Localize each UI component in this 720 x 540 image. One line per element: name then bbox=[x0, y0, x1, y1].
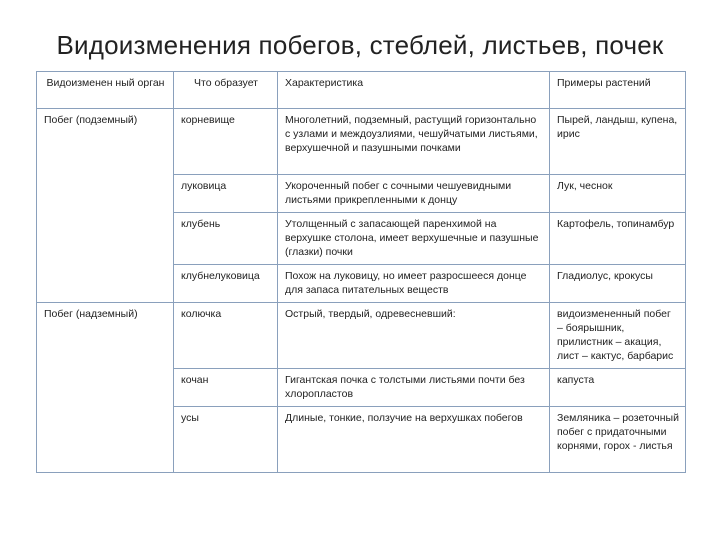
header-characteristic: Характеристика bbox=[278, 72, 550, 109]
examples-cell: Гладиолус, крокусы bbox=[550, 265, 686, 303]
description-cell: Укороченный побег с сочными чешуевидными листьями прикрепленными к донцу bbox=[278, 175, 550, 213]
table-row bbox=[37, 109, 686, 175]
examples-cell: Земляника – розеточный побег с придаточными корнями, горох - листья bbox=[550, 407, 686, 473]
table-row bbox=[37, 369, 686, 407]
table-row bbox=[37, 303, 686, 369]
organ-cell bbox=[37, 175, 174, 213]
table-header-row bbox=[37, 72, 686, 109]
description-cell: Утолщенный с запасающей паренхимой на верхушке столона, имеет верхушечные и пазушные (глазки) почки bbox=[278, 213, 550, 265]
table-row bbox=[37, 213, 686, 265]
table-row bbox=[37, 175, 686, 213]
examples-cell: видоизмененный побег – боярышник, прилистник – акация, лист – кактус, барбарис bbox=[550, 303, 686, 369]
header-modified-organ: Видоизменен ный орган bbox=[37, 72, 174, 109]
slide-title: Видоизменения побегов, стеблей, листьев, почек bbox=[56, 30, 664, 60]
examples-cell: Картофель, топинамбур bbox=[550, 213, 686, 265]
table-row bbox=[37, 407, 686, 473]
forms-cell: колючка bbox=[174, 303, 278, 369]
modifications-table bbox=[36, 71, 686, 473]
organ-cell bbox=[37, 407, 174, 473]
organ-cell bbox=[37, 369, 174, 407]
forms-cell: кочан bbox=[174, 369, 278, 407]
header-plant-examples: Примеры растений bbox=[550, 72, 686, 109]
organ-cell bbox=[37, 213, 174, 265]
description-cell: Похож на луковицу, но имеет разросшееся донце для запаса питательных веществ bbox=[278, 265, 550, 303]
examples-cell: капуста bbox=[550, 369, 686, 407]
forms-cell: луковица bbox=[174, 175, 278, 213]
description-cell: Гигантская почка с толстыми листьями почти без хлоропластов bbox=[278, 369, 550, 407]
table-row bbox=[37, 265, 686, 303]
forms-cell: клубень bbox=[174, 213, 278, 265]
forms-cell: усы bbox=[174, 407, 278, 473]
organ-cell: Побег (надземный) bbox=[37, 303, 174, 369]
description-cell: Многолетний, подземный, растущий горизонтально с узлами и междоузлиями, чешуйчатыми листьями, верхушечной и пазушными почками bbox=[278, 109, 550, 175]
description-cell: Острый, твердый, одревесневший: bbox=[278, 303, 550, 369]
organ-cell bbox=[37, 265, 174, 303]
description-cell: Длиные, тонкие, ползучие на верхушках побегов bbox=[278, 407, 550, 473]
examples-cell: Пырей, ландыш, купена, ирис bbox=[550, 109, 686, 175]
forms-cell: корневище bbox=[174, 109, 278, 175]
forms-cell: клубнелуковица bbox=[174, 265, 278, 303]
examples-cell: Лук, чеснок bbox=[550, 175, 686, 213]
header-what-forms: Что образует bbox=[174, 72, 278, 109]
organ-cell: Побег (подземный) bbox=[37, 109, 174, 175]
